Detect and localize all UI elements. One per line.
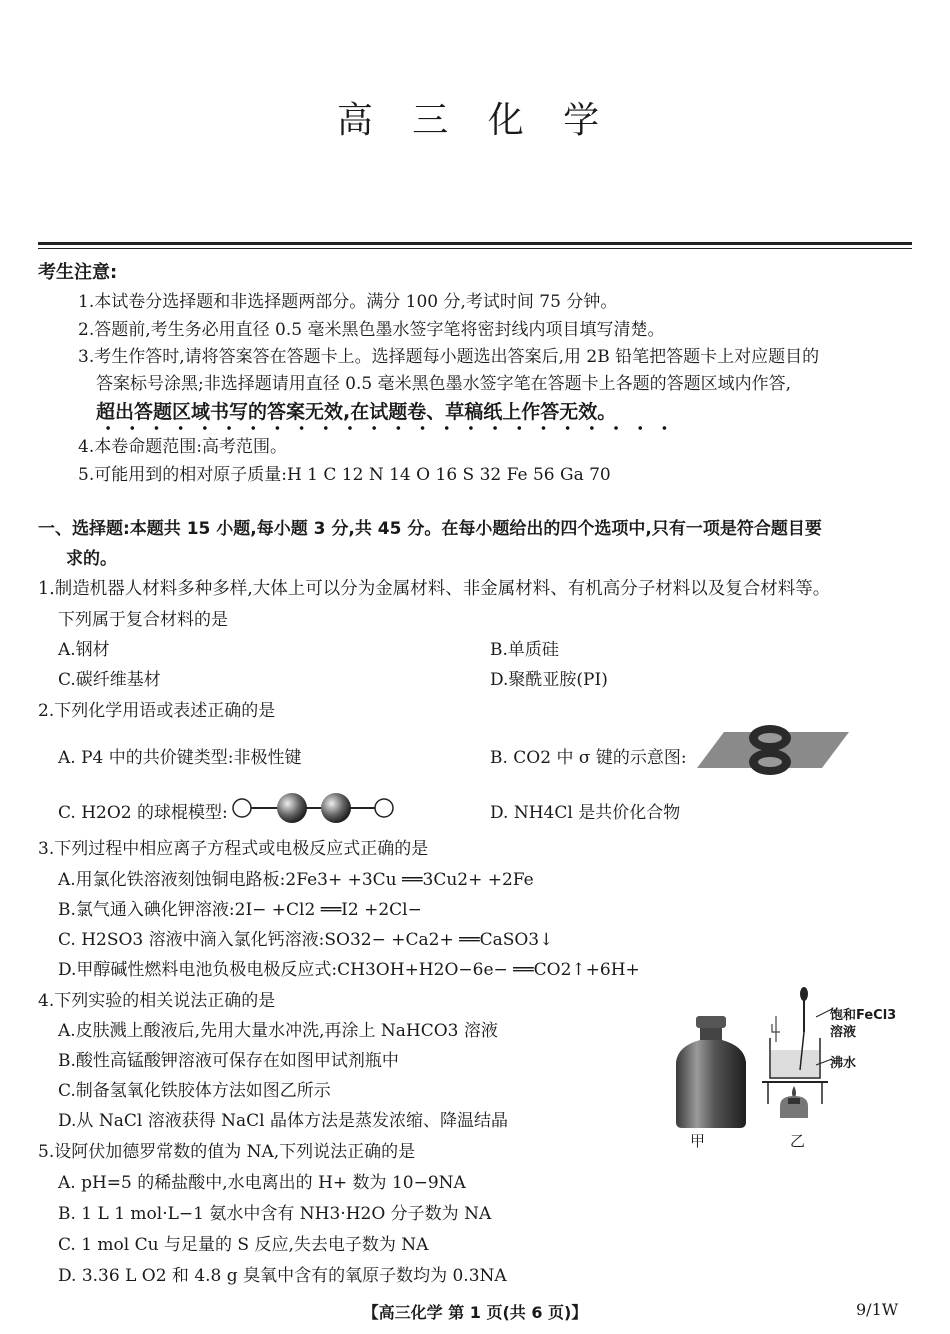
h2o2-ball-stick-model [232, 790, 394, 826]
q4-option-c: C.制备氢氧化铁胶体方法如图乙所示 [58, 1081, 331, 1101]
page-title: 高 三 化 学 [336, 100, 614, 141]
q5-stem: 5.设阿伏加德罗常数的值为 NA,下列说法正确的是 [38, 1142, 416, 1162]
emphasis-dots [96, 425, 676, 431]
q4-option-b: B.酸性高锰酸钾溶液可保存在如图甲试剂瓶中 [58, 1051, 399, 1071]
figure-label-jia: 甲 [690, 1132, 706, 1150]
figure-label-yi: 乙 [790, 1132, 806, 1150]
reagent-bottle-figure [670, 1014, 752, 1130]
q2-option-d: D. NH4Cl 是共价化合物 [490, 803, 681, 823]
q5-option-a: A. pH=5 的稀盐酸中,水电离出的 H+ 数为 10−9NA [58, 1173, 466, 1193]
q1-option-c: C.碳纤维基材 [58, 670, 161, 690]
section-heading-cont: 求的。 [66, 549, 117, 569]
notice-item-5: 5.可能用到的相对原子质量:H 1 C 12 N 14 O 16 S 32 Fe 56 Ga 70 [78, 465, 611, 485]
notice-item-3-cont: 答案标号涂黑;非选择题请用直径 0.5 毫米黑色墨水签字笔在答题卡上各题的答题区域内作答, [96, 374, 791, 394]
page-code: 9/1W [856, 1300, 899, 1319]
figure-label-fecl3-cont: 溶液 [830, 1025, 857, 1040]
q1-option-a: A.钢材 [58, 640, 110, 660]
sigma-bond-diagram [694, 722, 850, 780]
q2-option-c: C. H2O2 的球棍模型: [58, 803, 228, 823]
q3-option-b: B.氯气通入碘化钾溶液:2I− +Cl2 ══I2 +2Cl− [58, 900, 422, 920]
q2-option-a: A. P4 中的共价键类型:非极性键 [58, 748, 302, 768]
header-rule-thick [38, 242, 912, 245]
q4-stem: 4.下列实验的相关说法正确的是 [38, 991, 276, 1011]
q3-option-a: A.用氯化铁溶液刻蚀铜电路板:2Fe3+ +3Cu ══3Cu2+ +2Fe [58, 870, 534, 890]
figure-label-fecl3: 饱和FeCl3 [830, 1008, 897, 1023]
q3-option-d: D.甲醇碱性燃料电池负极电极反应式:CH3OH+H2O−6e− ══CO2↑+6H+ [58, 960, 640, 980]
page-footer: 【高三化学 第 1 页(共 6 页)】 [362, 1303, 588, 1322]
q1-stem-cont: 下列属于复合材料的是 [58, 610, 228, 630]
notice-item-3: 3.考生作答时,请将答案答在答题卡上。选择题每小题选出答案后,用 2B 铅笔把答题卡上对应题目的 [78, 347, 820, 367]
header-rule-thin [38, 248, 912, 249]
q1-option-b: B.单质硅 [490, 640, 559, 660]
notice-item-1: 1.本试卷分选择题和非选择题两部分。满分 100 分,考试时间 75 分钟。 [78, 292, 618, 312]
figure-label-boiling-water: 沸水 [830, 1056, 857, 1071]
section-heading: 一、选择题:本题共 15 小题,每小题 3 分,共 45 分。在每小题给出的四个选项中,只有一项是符合题目要 [38, 519, 822, 539]
notice-emphasis: 超出答题区域书写的答案无效,在试题卷、草稿纸上作答无效。 [96, 401, 617, 423]
q1-option-d: D.聚酰亚胺(PI) [490, 670, 608, 690]
q5-option-c: C. 1 mol Cu 与足量的 S 反应,失去电子数为 NA [58, 1235, 429, 1255]
notice-item-4: 4.本卷命题范围:高考范围。 [78, 437, 287, 457]
q1-stem: 1.制造机器人材料多种多样,大体上可以分为金属材料、非金属材料、有机高分子材料以及复合材料等。 [38, 579, 831, 599]
q3-stem: 3.下列过程中相应离子方程式或电极反应式正确的是 [38, 839, 429, 859]
q2-stem: 2.下列化学用语或表述正确的是 [38, 701, 276, 721]
q5-option-b: B. 1 L 1 mol·L−1 氨水中含有 NH3·H2O 分子数为 NA [58, 1204, 492, 1224]
notice-heading: 考生注意: [38, 262, 118, 283]
q5-option-d: D. 3.36 L O2 和 4.8 g 臭氧中含有的氧原子数均为 0.3NA [58, 1266, 507, 1286]
q3-option-c: C. H2SO3 溶液中滴入氯化钙溶液:SO32− +Ca2+ ══CaSO3↓ [58, 930, 554, 950]
q2-option-b: B. CO2 中 σ 键的示意图: [490, 748, 687, 768]
q4-option-a: A.皮肤溅上酸液后,先用大量水冲洗,再涂上 NaHCO3 溶液 [58, 1021, 498, 1041]
q4-option-d: D.从 NaCl 溶液获得 NaCl 晶体方法是蒸发浓缩、降温结晶 [58, 1111, 508, 1131]
notice-item-2: 2.答题前,考生务必用直径 0.5 毫米黑色墨水签字笔将密封线内项目填写清楚。 [78, 320, 665, 340]
